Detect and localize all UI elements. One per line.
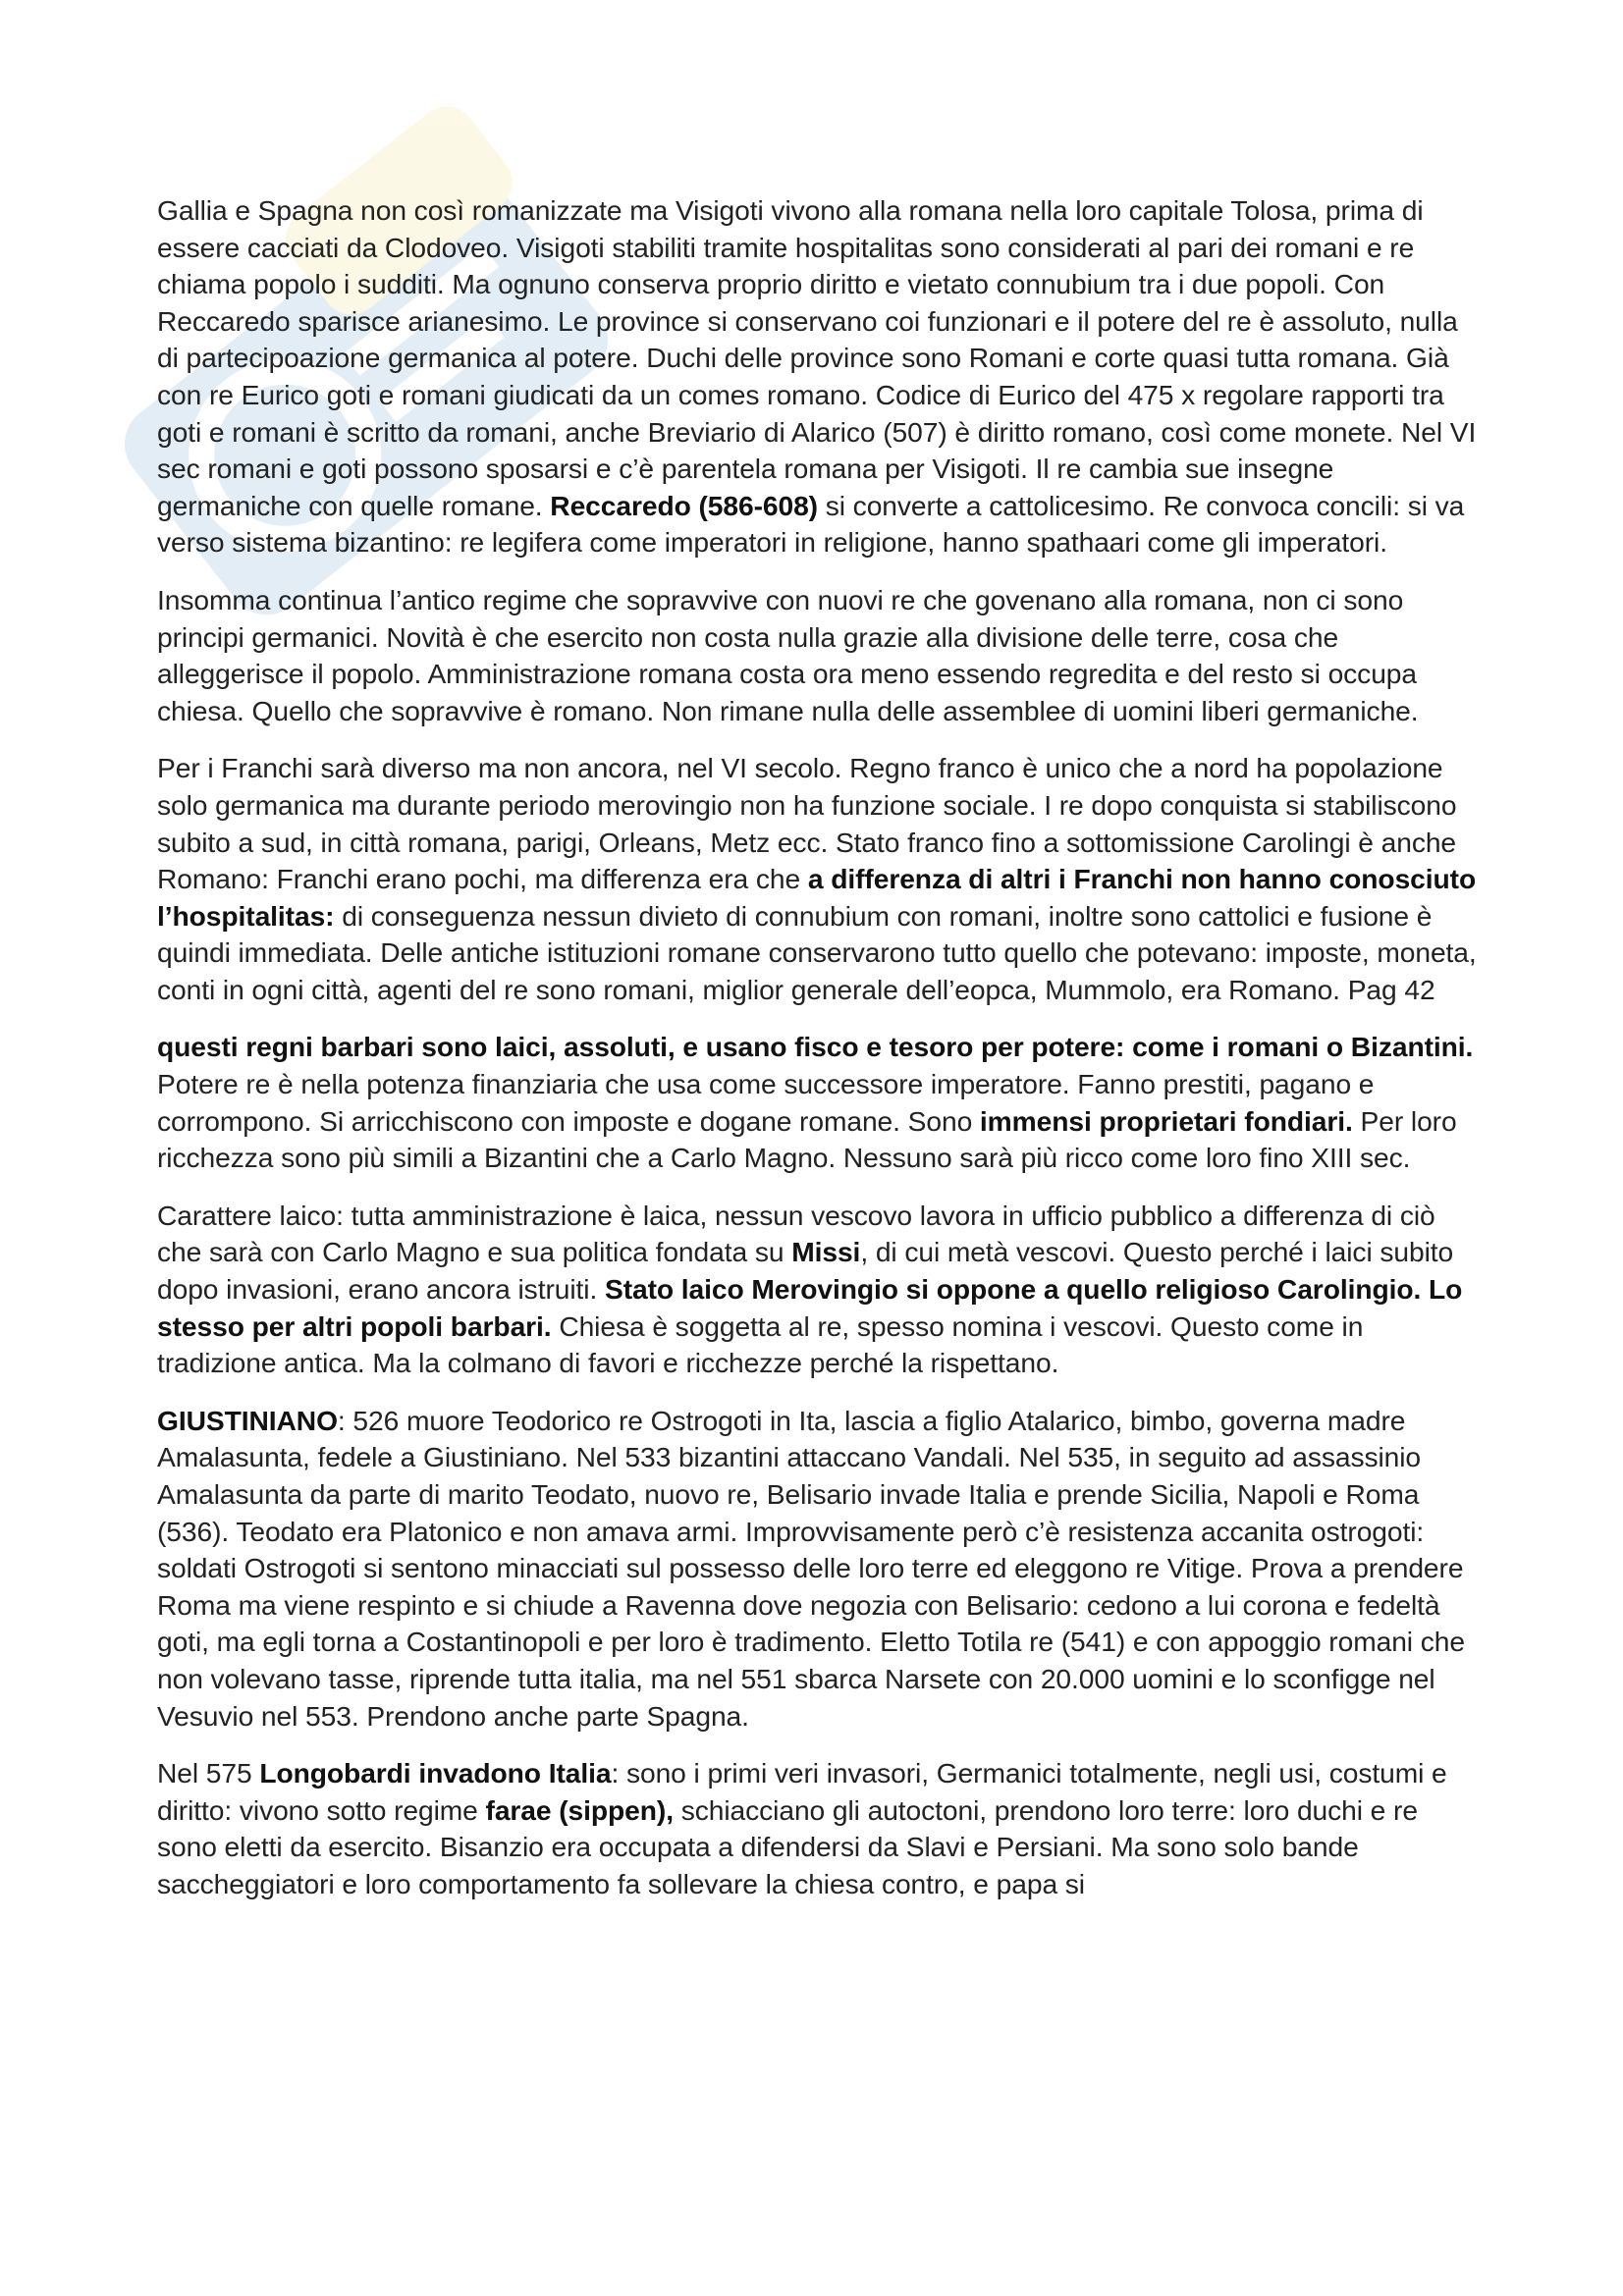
paragraph — [157, 1029, 1483, 1176]
bold-text-segment: GIUSTINIANO — [157, 1404, 338, 1436]
text-segment: Gallia e Spagna non così romanizzate ma Visigoti vivono alla romana nella loro capitale Tolosa, prima di essere cacciati da Clodoveo. Visigoti stabiliti tramite hospitalitas sono considerati al pari dei romani e re chiama popolo i sudditi. Ma ognuno conserva proprio diritto e vietato connubium tra i due popoli. Con Reccaredo sparisce arianesimo. Le province si conservano coi funzionari e il potere del re è assoluto, nulla di partecipoazione germanica al potere. Duchi delle province sono Romani e corte quasi tutta romana. Già con re Eurico goti e romani giudicati da un comes romano. Codice di Eurico del 475 x regolare rapporti tra goti e romani è scritto da romani, anche Breviario di Alarico (507) è diritto romano, così come monete. Nel VI sec romani e goti possono sposarsi e c’è parentela romana per Visigoti. Il re cambia sue insegne germaniche con quelle romane. — [157, 194, 1477, 521]
paragraph — [157, 750, 1483, 1008]
document-body — [157, 192, 1483, 1924]
text-segment: : sono i primi veri invasori, Germanici totalmente, negli usi, costumi e diritto: vivono sotto regime — [157, 1757, 1447, 1826]
bold-text-segment: immensi proprietari fondiari. — [979, 1104, 1353, 1137]
bold-text-segment: Missi — [791, 1236, 861, 1268]
paragraph — [157, 192, 1483, 561]
bold-text-segment: a differenza di altri i Franchi non hanno conosciuto l’hospitalitas: — [157, 863, 1477, 932]
bold-text-segment: Stato laico Merovingio si oppone a quello religioso Carolingio. Lo stesso per altri popoli barbari. — [157, 1273, 1463, 1342]
paragraph — [157, 582, 1483, 729]
text-segment: : 526 muore Teodorico re Ostrogoti in Ita, lascia a figlio Atalarico, bimbo, governa madre Amalasunta, fedele a Giustiniano. Nel 533 bizantini attaccano Vandali. Nel 535, in seguito ad assassinio Amalasunta da parte di marito Teodato, nuovo re, Belisario invade Italia e prende Sicilia, Napoli e Roma (536). Teodato era Platonico e non amava armi. Improvvisamente però c’è resistenza accanita ostrogoti: soldati Ostrogoti si sentono minacciati sul possesso delle loro terre ed eleggono re Vitige. Prova a prendere Roma ma viene respinto e si chiude a Ravenna dove negozia con Belisario: cedono a lui corona e fedeltà goti, ma egli torna a Costantinopoli e per loro è tradimento. Eletto Totila re (541) e con appoggio romani che non volevano tasse, riprende tutta italia, ma nel 551 sbarca Narsete con 20.000 uomini e lo sconfigge nel Vesuvio nel 553. Prendono anche parte Spagna. — [157, 1404, 1465, 1732]
text-segment: Carattere laico: tutta amministrazione è laica, nessun vescovo lavora in ufficio pubblico a differenza di ciò che sarà con Carlo Magno e sua politica fondata su — [157, 1199, 1435, 1268]
text-segment: , di cui metà vescovi. Questo perché i laici subito dopo invasioni, erano ancora istruiti. — [157, 1236, 1454, 1306]
text-segment: Per loro ricchezza sono più simili a Bizantini che a Carlo Magno. Nessuno sarà più ricco come loro fino XIII sec. — [157, 1104, 1457, 1174]
paragraph — [157, 1403, 1483, 1735]
text-segment: Per i Franchi sarà diverso ma non ancora, nel VI secolo. Regno franco è unico che a nord ha popolazione solo germanica ma durante periodo merovingio non ha funzione sociale. I re dopo conquista si stabiliscono subito a sud, in città romana, parigi, Orleans, Metz ecc. Stato franco fino a sottomissione Carolingi è anche Romano: Franchi erano pochi, ma differenza era che — [157, 752, 1457, 895]
text-segment: Nel 575 — [157, 1757, 260, 1789]
bold-text-segment: farae (sippen), — [485, 1793, 674, 1826]
text-segment: Insomma continua l’antico regime che sopravvive con nuovi re che govenano alla romana, non ci sono principi germanici. Novità è che esercito non costa nulla grazie alla divisione delle terre, cosa che alleggerisce il popolo. Amministrazione romana costa ora meno essendo regredita e del resto si occupa chiesa. Quello che sopravvive è romano. Non rimane nulla delle assemblee di uomini liberi germaniche. — [157, 583, 1419, 726]
bold-text-segment: questi regni barbari sono laici, assoluti, e usano fisco e tesoro per potere: come i romani o Bizantini. — [157, 1031, 1474, 1063]
text-segment: si converte a cattolicesimo. Re convoca concili: si va verso sistema bizantino: re legifera come imperatori in religione, hanno spathaari come gli imperatori. — [157, 489, 1465, 559]
bold-text-segment: Reccaredo (586-608) — [550, 489, 818, 521]
paragraph — [157, 1755, 1483, 1902]
text-segment: Chiesa è soggetta al re, spesso nomina i vescovi. Questo come in tradizione antica. Ma la colmano di favori e ricchezze perché la rispettano. — [157, 1309, 1364, 1379]
text-segment: Potere re è nella potenza finanziaria che usa come successore imperatore. Fanno prestiti, pagano e corrompono. Si arricchiscono con imposte e dogane romane. Sono — [157, 1068, 1375, 1137]
bold-text-segment: Longobardi invadono Italia — [259, 1757, 612, 1789]
paragraph — [157, 1198, 1483, 1382]
text-segment: schiacciano gli autoctoni, prendono loro terre: loro duchi e re sono eletti da esercito. Bisanzio era occupata a difendersi da Slavi e Persiani. Ma sono solo bande saccheggiatori e loro comportamento fa sollevare la chiesa contro, e papa si — [157, 1793, 1418, 1899]
text-segment: di conseguenza nessun divieto di connubium con romani, inoltre sono cattolici e fusione è quindi immediata. Delle antiche istituzioni romane conservarono tutto quello che potevano: imposte, moneta, conti in ogni città, agenti del re sono romani, miglior generale dell’eopca, Mummolo, era Romano. Pag 42 — [157, 899, 1477, 1005]
